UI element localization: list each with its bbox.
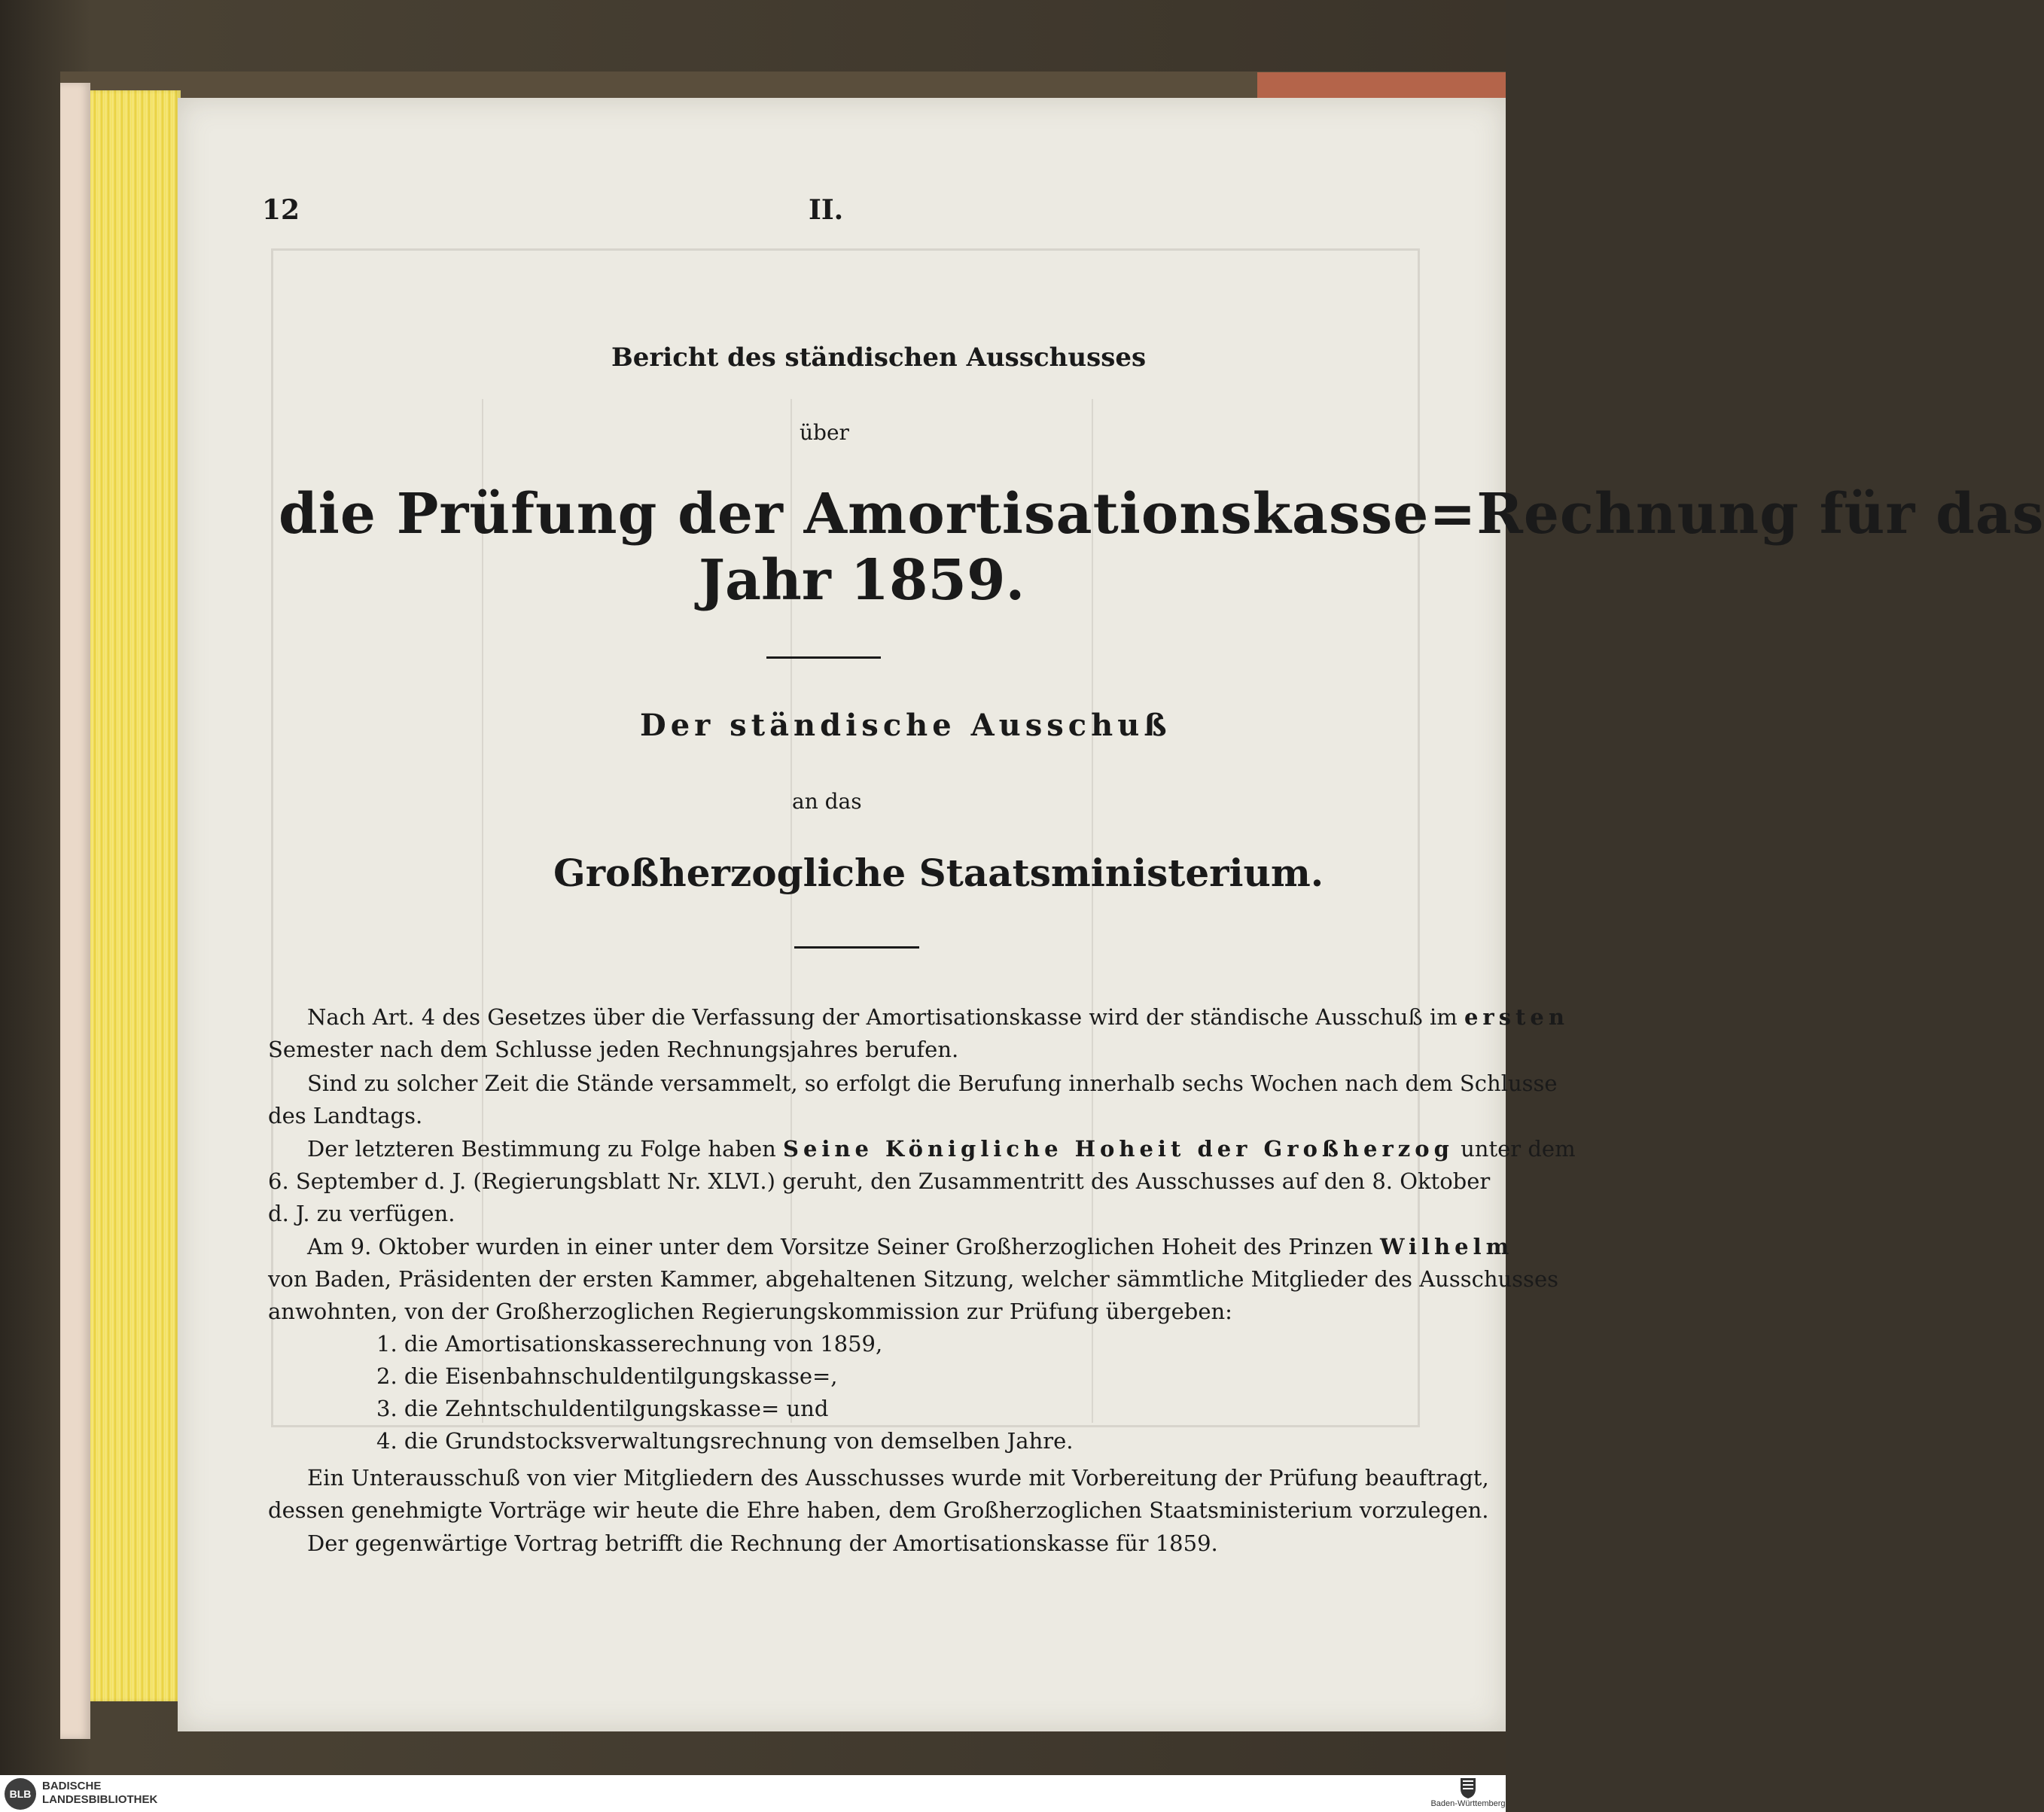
list-item: 2. die Eisenbahnschuldentilgungskasse=, <box>376 1363 838 1389</box>
paragraph-line: Sind zu solcher Zeit die Stände versammelt, so erfolgt die Berufung innerhalb sechs Wochen nach dem Schlusse <box>307 1070 1558 1096</box>
state-logo <box>1430 1777 1506 1811</box>
page-edges <box>90 90 181 1701</box>
report-heading: Bericht des ständischen Ausschusses <box>611 343 1147 373</box>
paragraph-line <box>307 1133 1576 1165</box>
paragraph-line: Ein Unterausschuß von vier Mitgliedern des Ausschusses wurde mit Vorbereitung der Prüfung beauftragt, <box>307 1465 1489 1491</box>
paragraph-line: Semester nach dem Schlusse jeden Rechnungsjahres berufen. <box>268 1037 959 1062</box>
spaced-text: Wilhelm <box>1379 1234 1514 1259</box>
paragraph-line: des Landtags. <box>268 1103 423 1128</box>
paragraph-line: 6. September d. J. (Regierungsblatt Nr. XLVI.) geruht, den Zusammentritt des Ausschusses auf den 8. Oktober <box>268 1168 1491 1194</box>
library-logo[interactable]: BLB <box>5 1778 36 1810</box>
state-name: Baden-Württemberg <box>1430 1799 1506 1808</box>
list-item: 4. die Grundstocksverwaltungsrechnung von demselben Jahre. <box>376 1428 1074 1454</box>
address-connector: an das <box>792 789 862 814</box>
spaced-text: Seine Königliche Hoheit der Großherzog <box>783 1136 1454 1162</box>
recipient-line: Großherzogliche Staatsministerium. <box>553 851 1324 895</box>
paragraph-line: anwohnten, von der Großherzoglichen Regierungskommission zur Prüfung übergeben: <box>268 1299 1232 1324</box>
sender-line: Der ständische Ausschuß <box>640 708 1171 743</box>
list-item: 3. die Zehntschuldentilgungskasse= und <box>376 1396 829 1421</box>
paragraph-line: d. J. zu verfügen. <box>268 1201 455 1226</box>
library-name <box>42 1780 157 1807</box>
paragraph-line: von Baden, Präsidenten der ersten Kammer, abgehaltenen Sitzung, welcher sämmtliche Mitglieder des Ausschusses <box>268 1266 1558 1292</box>
text-run: Nach Art. 4 des Gesetzes über die Verfassung der Amortisationskasse wird der ständische Ausschuß im <box>307 1004 1458 1030</box>
paragraph-line: dessen genehmigte Vorträge wir heute die Ehre haben, dem Großherzoglichen Staatsministerium vorzulegen. <box>268 1497 1489 1523</box>
list-item: 1. die Amortisationskasserechnung von 1859, <box>376 1331 883 1357</box>
text-run: Am 9. Oktober wurden in einer unter dem Vorsitze Seiner Großherzoglichen Hoheit des Prinzen <box>307 1234 1373 1259</box>
text-run: Der letzteren Bestimmung zu Folge haben <box>307 1136 776 1162</box>
footer-bar <box>0 1775 1506 1812</box>
spaced-text: ersten <box>1464 1004 1569 1030</box>
heading-connector: über <box>800 420 849 445</box>
library-name-line: BADISCHE <box>42 1780 102 1792</box>
paragraph-line <box>307 1001 1569 1034</box>
text-run: unter dem <box>1461 1136 1576 1162</box>
divider <box>766 656 881 659</box>
divider <box>794 946 919 949</box>
cover-endpaper <box>60 83 90 1739</box>
main-title-year: Jahr 1859. <box>699 548 1025 613</box>
main-title: die Prüfung der Amortisationskasse=Rechnung für das <box>279 482 2044 547</box>
page-number: 12 <box>262 194 300 226</box>
state-crest-icon <box>1459 1777 1477 1799</box>
paragraph-line: Der gegenwärtige Vortrag betrifft die Rechnung der Amortisationskasse für 1859. <box>307 1530 1218 1556</box>
library-name-line: LANDESBIBLIOTHEK <box>42 1793 158 1806</box>
paragraph-line <box>307 1231 1513 1263</box>
section-number: II. <box>809 194 844 226</box>
